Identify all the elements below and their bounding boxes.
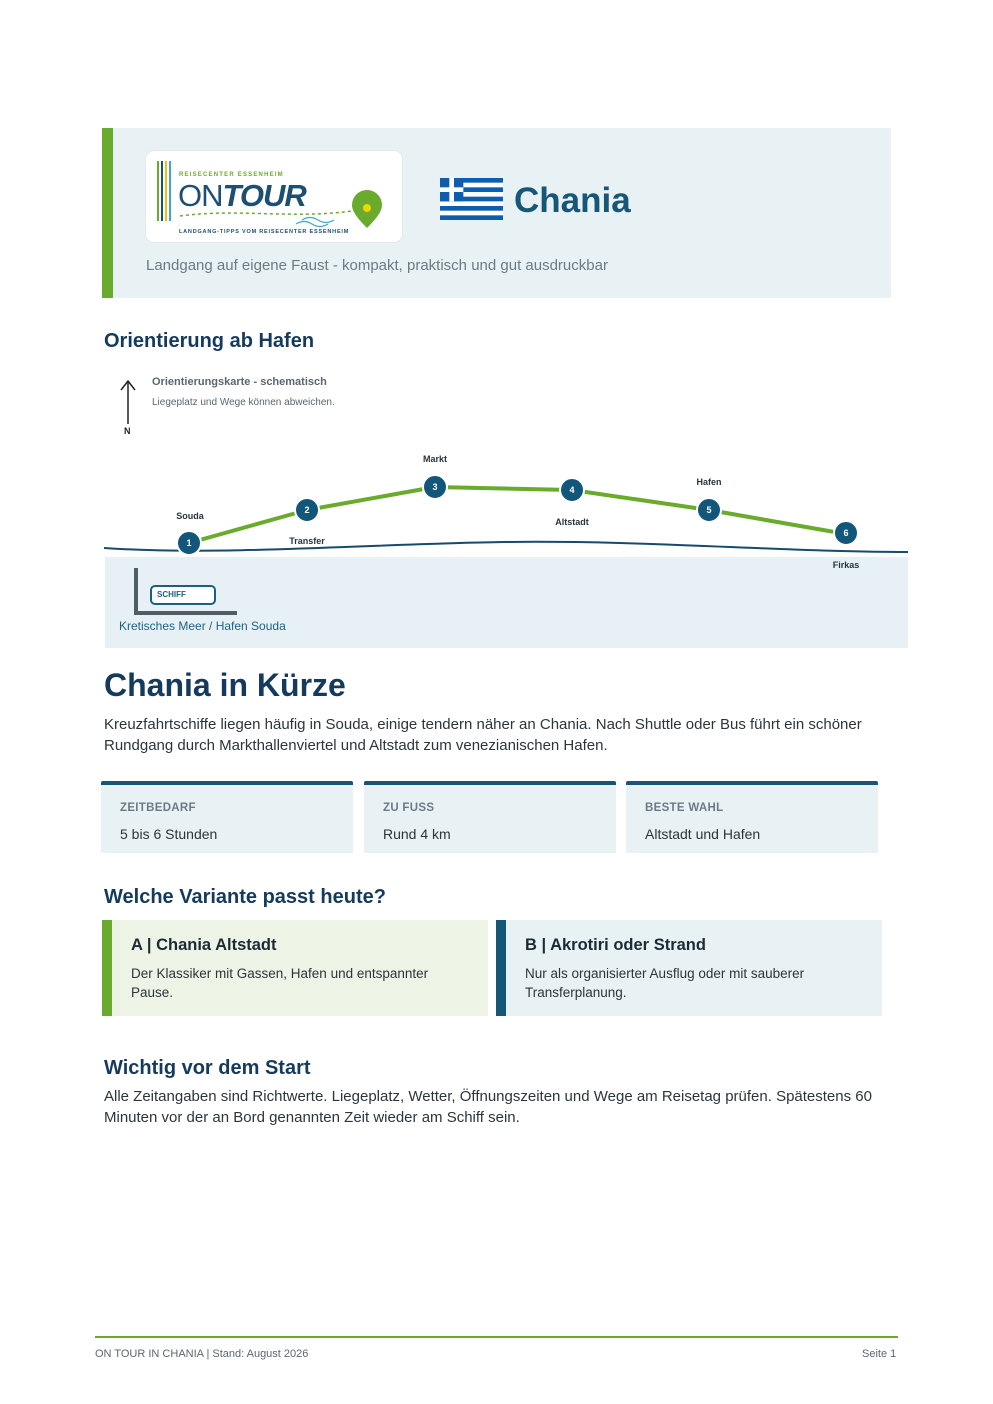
north-arrow-icon bbox=[118, 378, 138, 424]
fact-card-best-choice bbox=[626, 781, 878, 853]
sea-label: Kretisches Meer / Hafen Souda bbox=[119, 619, 286, 633]
map-note: Liegeplatz und Wege können abweichen. bbox=[152, 397, 335, 408]
map-title: Orientierungskarte - schematisch bbox=[152, 376, 327, 388]
location-pin-icon bbox=[350, 190, 384, 230]
stop-label-firkas: Firkas bbox=[832, 560, 860, 570]
variant-description: Nur als organisierter Ausflug oder mit sauberer Transferplanung. bbox=[525, 966, 805, 1000]
fact-label: ZU FUSS bbox=[383, 802, 435, 814]
stop-label-transfer: Transfer bbox=[289, 536, 325, 546]
section-heading-orientation: Orientierung ab Hafen bbox=[104, 330, 315, 352]
logo-tagline: LANDGANG-TIPPS VOM REISECENTER ESSENHEIM bbox=[179, 229, 350, 235]
footer-divider bbox=[95, 1336, 898, 1338]
summary-intro: Kreuzfahrtschiffe liegen häufig in Souda, einige tendern näher an Chania. Nach Shuttle oder Bus führt ein schöner Rundgang durch Markthallenviertel und Altstadt zum venezianischen Hafen. bbox=[104, 716, 862, 754]
variant-accent-bar bbox=[496, 920, 506, 1016]
logo-stripe bbox=[157, 161, 159, 221]
greece-flag-icon bbox=[440, 178, 503, 220]
header-accent-bar bbox=[102, 128, 113, 298]
page-title: Chania bbox=[514, 181, 631, 220]
fact-label: ZEITBEDARF bbox=[120, 802, 196, 814]
logo-stripe bbox=[161, 161, 163, 221]
fact-value: Rund 4 km bbox=[383, 826, 451, 842]
ship-marker: SCHIFF bbox=[150, 585, 216, 605]
logo-stripe bbox=[165, 161, 167, 221]
stop-marker-1: 1 bbox=[176, 530, 202, 556]
summary-heading: Chania in Kürze bbox=[104, 667, 346, 703]
header-subtitle: Landgang auf eigene Faust - kompakt, praktisch und gut ausdruckbar bbox=[146, 257, 608, 274]
variant-card-a bbox=[102, 920, 488, 1016]
stop-marker-3: 3 bbox=[422, 474, 448, 500]
logo-stripe bbox=[169, 161, 171, 221]
logo-top-line: REISECENTER ESSENHEIM bbox=[179, 172, 284, 178]
stop-label-hafen: Hafen bbox=[696, 477, 722, 487]
footer-left-text: ON TOUR IN CHANIA | Stand: August 2026 bbox=[95, 1348, 309, 1360]
stop-marker-5: 5 bbox=[696, 497, 722, 523]
logo-wordmark: ONTOUR bbox=[178, 178, 306, 213]
pier-horizontal bbox=[134, 611, 237, 615]
section-heading-variants: Welche Variante passt heute? bbox=[104, 886, 386, 908]
variant-accent-bar bbox=[102, 920, 112, 1016]
variant-title: B | Akrotiri oder Strand bbox=[525, 936, 706, 954]
section-heading-important: Wichtig vor dem Start bbox=[104, 1057, 311, 1079]
fact-value: 5 bis 6 Stunden bbox=[120, 826, 218, 842]
fact-label: BESTE WAHL bbox=[645, 802, 724, 814]
stop-label-altstadt: Altstadt bbox=[555, 517, 589, 527]
north-label: N bbox=[124, 426, 131, 436]
fact-card-time bbox=[101, 781, 353, 853]
stop-label-souda: Souda bbox=[176, 511, 204, 521]
stop-marker-6: 6 bbox=[833, 520, 859, 546]
stop-label-markt: Markt bbox=[422, 454, 447, 464]
page-number: Seite 1 bbox=[862, 1348, 897, 1360]
stop-marker-2: 2 bbox=[294, 497, 320, 523]
fact-card-walking bbox=[364, 781, 616, 853]
fact-value: Altstadt und Hafen bbox=[645, 826, 761, 842]
pier-vertical bbox=[134, 568, 138, 614]
stop-marker-4: 4 bbox=[559, 477, 585, 503]
variant-card-b bbox=[496, 920, 882, 1016]
sea-area bbox=[105, 557, 908, 648]
variant-description: Der Klassiker mit Gassen, Hafen und entspannter Pause. bbox=[131, 966, 429, 1000]
variant-title: A | Chania Altstadt bbox=[131, 936, 277, 954]
important-note: Alle Zeitangaben sind Richtwerte. Liegeplatz, Wetter, Öffnungszeiten und Wege am Reisetag prüfen. Spätestens 60 Minuten vor der an Bord genannten Zeit wieder am Schiff sein. bbox=[104, 1088, 872, 1126]
